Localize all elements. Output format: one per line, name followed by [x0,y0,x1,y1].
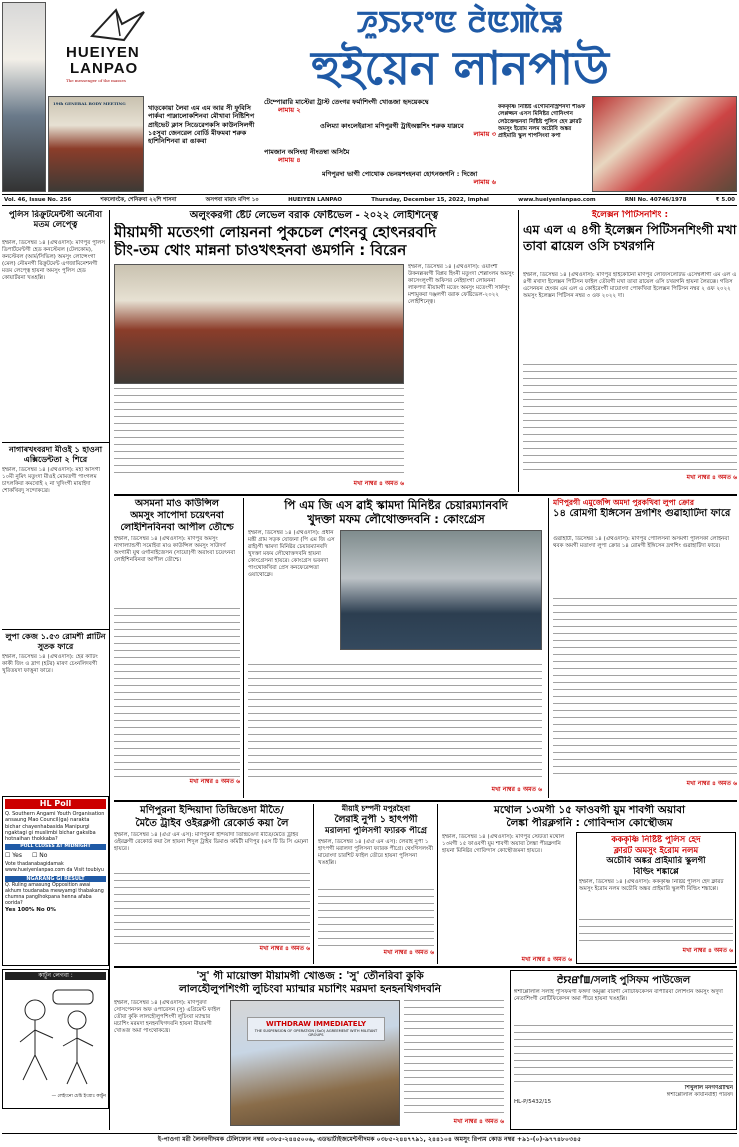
emergency-text: গুৱাহাটী, ডিসেম্বর ১৪ (ঐথওদাস): মণিপুর পোলিসনা অসমগী পুলিসকা লোইনবা থবক অমগী মতাংদা লুপা ক্রোর ১৪ রোমগী ইঙ্গিসেন দ্রগশিং গুৱাহাটিদা ফারে। [553,536,729,549]
teaser-2-text: টেম্পোরারি মাস্টেরা ট্রাস্ট তেংগর ফর্মাশিংগী খোঙজা হৃদয়েকদ্বে [264,98,429,106]
paper-name: HUEIYEN LANPAO [288,196,343,203]
masthead-photo-left [2,2,46,192]
left-column [2,210,110,1130]
emergency-text-lines [553,598,737,780]
divider [2,629,109,630]
divider [114,800,737,802]
poll-question: Q. Southern Angami Youth Organisation ansaung Mao Council(ga) narakta bichar chayenhabasida Manipurgi ngaktagi gi muslimbi bichar gaksiba hotnaihan thokkaba? [5,811,105,843]
logo-text-lanpao: LANPAO [70,60,139,77]
police-headline-2[interactable]: ক্লারট অমসুং ইরোম নলম [613,845,699,856]
logo-text-hueiyen: HUEIYEN [66,44,140,61]
left-story-3-text: ইম্ফাল, ডিসেম্বর ১৪ (ঐথওদাস): হের কাটিং কাকী জিং ও দ্রাগ (হটর) মাৰণ চেংনলিদবগী খুরিতয়দা ফাত্তুনা ফারে। [2,654,98,674]
kuki-headline-1[interactable]: 'সু' গী মায়োক্তা মীয়ামগী খোঙজ : 'সু' তৌনরিবা কুকি [196,970,424,982]
police-headline-1[interactable]: কককৃষ্ণি নিষ্টিষ্ট পুলিস হেদ [611,835,701,845]
mao-headline-3[interactable]: লোইশিনবিনবা আপীল তৌশ্চে [120,522,234,533]
main-story [114,210,514,492]
cartoon [2,969,109,1109]
election-text-lines [523,364,737,474]
notice-title: ꯂꯥꯌꯔꯤꯡ/সলাই পুসিফম পাউজেল [556,975,691,986]
teaser-photo-right [592,96,737,192]
cartoon-credit: — লেইংনো চেচি ইংগ্রাঃ কার্টুন [51,1094,106,1099]
chuchan-text: ইম্ফাল, ডিসেম্বর ১৪ (ঐঐ এন এস): লৈরাই নুপী ১ হাৎপগী মরালদা পুলিসনা ফ্যারক পীগ্রে। থেংগিসলংবী মায়োংদা চারশিট ফাইল তৌরে হায়না পুলিসনা খঙহল্লি। [318,839,434,866]
meitei-headline-2[interactable]: মৈতৈ ট্রাইব ওইরক্লগী রেকোর্ড কয়া লৈ [135,818,289,829]
date-local: শকলোংকৈ, শেনিরুবা ২২শি শাসনা [100,196,177,203]
chuchan-continued[interactable]: মখা নাম্বর ৪ অমত ৬ [383,949,434,956]
chuchan-text-lines [318,889,434,949]
poll-closes: POLL CLOSES AT MIDNIGHT [5,844,106,850]
pmgsy-story [248,498,544,798]
main-story-continued[interactable]: মখা নাম্বর ৪ অমত ৬ [353,480,404,487]
poll-option-no-label: No [39,852,48,860]
pmgsy-headline-1[interactable]: পি এম জি এস ৱাই স্কামদা মিনিষ্টর চেয়ারম্যানবদি [284,498,508,512]
police-headline-4[interactable]: বিল্ডিং শঙ্কাপ্পে [633,866,679,877]
main-story-kicker: অলুংকরগী ষ্টেট লেভেল বরাক ফেষ্টিভেল - ২০২২ লোইশিন্ত্বে [189,210,439,221]
chuchan-story [318,804,438,964]
police-story [576,832,736,964]
protest-banner-text: WITHDRAW IMMEDIATELY [265,1020,367,1028]
mao-text: ইম্ফাল, ডিসেম্বর ১৪ (ঐথওদাস): মণিপুর অমসুং নাগাল্যান্ডগী সমোইবা মাও কাউন্সিল অমসুং সাউদর্ণ অংগামী য়ুথ ওর্গানাইজেসন (সায়ো)গী অরাংবা চয়েৎনবা লোইশিনবিনবা আপীল তৌশ্চে। [114,536,235,563]
meitei-continued[interactable]: মখা নাম্বর ৪ অমত ৬ [259,945,310,952]
notice-sign-1: শিখুলাল মনগণগ্রাম্মিন [684,1085,733,1091]
lenka-continued[interactable]: মখা নাম্বর ৪ অমত ৬ [521,956,572,963]
police-headline-3[interactable]: অচৌবি অঙ্কর প্রাইমারি স্কুলগী [606,856,706,866]
left-story-1-text: ইম্ফাল, ডিসেম্বর ১৪ (ঐথওদাস): মণিপুর পুলিস ডিপার্টমেন্টগী হেড কনস্টেবল (টেলকোম), কনস্টেবল (আর্ম/সিভিল) অমসুং লোন্সেংগা (মেল) নৌমনগী রিক্রুটমেন্ট এগজামিনেশনগী মতম লেপ্ত্বে হায়না অমসুং পুলিস হেড কোয়ার্টরনা খঙহল্লি। [2,240,106,281]
meitei-headline-1[interactable]: মণিপুরনা ইন্দিয়াদা তিন্দ্রিঙেদা মীতৈ/ [140,805,284,816]
notice [510,970,737,1130]
chuchan-headline-2[interactable]: মরালদা পুলিসগী ফ্যারক পীগ্রে [325,826,427,836]
logo-bird-icon [90,6,146,44]
divider [2,442,109,443]
kuki-text-lines [404,1000,504,1116]
poll-title: HL Poll [5,799,106,809]
teaser-3-page: লামায় ৩ [473,130,496,138]
kuki-story [114,970,506,1130]
lenka-headline-2[interactable]: লৈঙ্কা পীরক্লগনি : গোবিন্দাস কোস্থৌজম [506,817,673,829]
date: Thursday, December 15, 2022, Imphal [371,196,489,203]
price-local: অসপবা মায়াং মণিপ ১০ [205,196,259,203]
masthead-title: হুইয়েন লানপাউ [311,41,609,95]
press-conference-photo [340,530,542,650]
left-story-2-text: ইম্ফাল, ডিসেম্বর ১৪ (ঐথওদাস): মহা অসিগী ১০মী নুমিৎ মতুংদা মীওই মোমতগী পাংগলম চাৎলকিবা কমখোই ২ না খুদিংগী মায়াইদা শোকখিবদু সন্দোকখ্রে। [2,467,100,494]
emergency-kicker: মণিপুরগী এমুর্জেন্সি অমদা পুরকখিবা লুপা ক্রোর [553,498,694,507]
kuki-text: ইম্ফাল, ডিসেম্বর ১৪ (ঐথওদাস): মণিপুরদা সোসপেনসন অফ ওপারেসন (সু) এগ্রিমেন্ট ফাইল তৌবা কুকি লালহৌলুপশিংগী লুচিংবা ম্যান্মার মচাশিং মরমদা হনহনখিগদবনি হায়না মীয়ামগী খোঙজ অমা পাংথোকখ্রে। [114,1000,221,1034]
result-values: Yes 100% No 0% [5,906,56,913]
police-text: ইম্ফাল, ডিসেম্বর ১৪ (ঐথওদাস): কককৃষ্ণি নিষ্টিষ্ট পুলিস হেদ ক্লারট অমসুং ইরোম নলম অচৌবি অঙ্কর প্রাইমারি স্কুলগী বিল্ডিং শঙ্কাপ্পে। [579,879,724,892]
lenka-story [442,804,737,964]
teaser-4-page: লামায় ৪ [278,156,301,164]
footer: ই-পাওগা মরী লৈনবগীদমক টেলিফোন নম্বর ০৩৮৫-২৪৪৫০০৬, এডভার্টাইজমেন্টগীদমক ০৩৮৫-২৪৪৭৭৯১, ২৪৪১০৪ অমসুং রিপ্যম কোড নম্বর +৯১-(০)-৯৭৭৪৮০৩৪৫ [2,1133,737,1145]
teaser-3-text: ওলিম্যা কাংলেইরাসা মণিপুরগী ট্রাইঅল্পশিং শরুক যাম্লবে [320,122,464,130]
mao-story [114,498,244,798]
masthead-script-title: ꯍꯨꯏꯌꯦꯟ ꯂꯥꯟꯄꯥꯎ [356,5,564,40]
result-question: Q. Ruling amasung Opposition awai akhum toudanaba mewyamgi thabakang chumna panglhokpana henna afaba oorida? [5,882,104,906]
police-continued[interactable]: মখা নাম্বর ৪ অমত ৬ [682,947,733,954]
lenka-text: ইম্ফাল, ডিসেম্বর ১৪ (ঐথওদাস): মণিপুর স্টেটতা মথোল ১৩মগী ১৫ ফাওবগী য়ুম শাবগী অয়াবা লৈঙ্কা পীরক্লগনি হায়না মিনিষ্টর গোবিন্দাস কোস্থৌজমনা হায়রে। [442,834,565,854]
emergency-continued[interactable]: মখা নাম্বর ৪ অমত ৬ [686,780,737,787]
notice-text: ঈশাপ্পোলাল সলাই পুসিফমগী ফঙ্গদা অমুক্কা বারগী নোটিফিকেসন বাপীরিবা লৈশিংনি অমসুং অদুদা নেতাশিংগী নোটিফিকেসন অমা পীরে হায়না খঙহল্লি। [514,989,723,1002]
teaser-6[interactable]: কককৃষ্ণি নিষ্টিষ্ট এগেমিনিস্ট্রিশনদা শীঙফ লেপ্পজ্জন এসস মিনিষ্টর গোনিংগন লেঠক্তেন্তনবা নিষ্টিষ্ট পুলিস হেদ ক্লারট অমসুং ইরোম নলম অচৌবি অঙ্কর প্রাইমারি স্কুল শাপসিংবা কপা [498,104,586,140]
volume: Vol. 46, Issue No. 256 [4,196,72,203]
notice-text-lines [514,1025,733,1085]
main-story-text: ইম্ফাল, ডিসেম্বর ১৪ (ঐথওদাস): ওয়াংশী উকনল্লব্বগী বিপ্লব হিংনী মতুংদা শেল্লাংলম অমসুং কাসেংলুংগী অফিসর নেইহাংগা লোয়ননা লাকপদা মীয়ামগী মতেং অমসুং মতেংগী সার্কসুং মশামুকবা দঞ্জলগী বরাক ফেষ্টিভেল-২০২২ লোইশিন্ত্বে। [408,264,514,305]
election-text: ইম্ফাল, ডিসেম্বর ১৪ (ঐথওদাস): মণিপুর হাইকোর্টনা মণিপুর লেজিসলেটিভ এসেম্বলীগী এম এল এ ৪গী মখাদা ইলেক্সন পিটিসন ফাইল তৌবগী মখা তাবা ৱায়েল ওসি চখরগনি হায়না লৈরক্কে। গতিস এসেনয়ন হেংবম এম এল এ কোইরেংগী মায়োংদা পোকখিবা ইলেক্সন পিটিসন নম্বর ২ ওফ ২০২২ অমসুং ইলেক্সন পিটিসন নম্বর ৩ ওফ ২০২২ দা। [523,272,737,299]
logo [48,2,188,92]
teaser-2-page: লামায় ২ [278,106,301,114]
teaser-3[interactable] [320,122,496,144]
main-story-headline-2[interactable]: চীং-তম থোং মান্ননা চাওখৎহনবা ঙমগনি : বিরেন [114,241,407,259]
meitei-text: ইম্ফাল, ডিসেম্বর ১৪ (ঐঐ এন এস): মণিপুরনা ইন্দিয়াদা তিন্দ্রিঙেদা মীতৈ/মৈতৈ ট্রাইব ওইরক্লগী রেকোর্ড কয়া লৈ হায়না শিদুল ট্রাইব ডিমাণ্ড কমিটী মণিপুর (এস টি ডি সি এম)না হায়রে। [114,832,309,852]
emergency-story [548,498,737,798]
cartoon-title: কার্টুন লেগবা : [5,972,106,980]
lenka-headline-1[interactable]: মথোল ১৩মগী ১৫ ফাওবগী য়ুম শাবগী অয়াবা [493,804,686,816]
election-story [518,210,737,492]
kuki-continued[interactable]: মখা নাম্বর ৪ অমত ৬ [453,1118,504,1125]
chuchan-headline-1[interactable]: লৈরাই নুপী ১ হাৎপগী [334,814,418,825]
election-kicker: ইলেক্সন পিটিসনশিং : [591,210,669,220]
left-story-3-headline[interactable]: লুপা কেজ ১.৫৩ রোমশী প্লাটিন সুতক ফারে [5,632,106,651]
cartoon-drawing-icon [5,980,105,1092]
notice-sign-2: ঈশাপ্পোলাল কাৰ্যনির্বাহী পরিষদ [666,1092,733,1098]
notice-code: HL-P/5432/15 [514,1099,552,1105]
poll-option-yes[interactable]: ☐ Yes [5,852,22,860]
price: ₹ 5.00 [715,196,735,203]
meitei-text-lines [114,873,310,945]
pmgsy-text: ইম্ফাল, ডিসেম্বর ১৪ (ঐথওদাস): প্রধান মন্ত্রী গ্রাম সড়ক যোজনা (পি এম জি এস ৱাই)গী স্কামদা মিনিষ্টর চেয়ারম্যানবদি খুদক্তা মফম লৌথোক্তদবনি হায়না কোংগ্রেসনা হায়রে। কোংগ্রেস ভবনদা পাংথোকখিবা প্রেস কনফেরেন্সতা ওয়াথোক্লে। [248,530,335,578]
teaser-5-page: লামায় ৬ [473,178,496,186]
election-headline[interactable]: এম এল এ ৪গী ইলেক্সন পিটিসনশিংগী মখা তাবা ৱায়েল ওসি চখরগনি [523,222,737,253]
teaser-4[interactable] [264,148,496,168]
protest-banner [247,1017,385,1041]
pmgsy-headline-2[interactable]: খুদক্তা মফম লৌথোক্তদবনি : কোংগ্রেস [307,512,485,526]
mao-headline-1[interactable]: অসমনা মাও কাউন্সিল [135,498,219,509]
chuchan-kicker: মীয়াই চম্পনী মপুরহৈবা [341,804,411,813]
meeting-photo [48,96,144,192]
poll-option-no[interactable]: ☐ No [31,852,48,860]
barak-festival-photo [114,264,404,384]
left-story-2-headline[interactable]: নাগাৰখংবরদা মীওই ১ হাওনা এক্সিডেন্টতা ২ শিরে [8,445,103,464]
teaser-4-text: পামজান অসিংহা নীংতম্বা অসিমৈ [264,148,350,156]
rni-number: RNI No. 40746/1978 [624,196,687,203]
poll-vote-text[interactable]: Vote thadanabagidamak www.hueiyenlanpao.com da Visit toubiyu [5,861,104,873]
election-continued[interactable]: মখা নাম্বর ৪ অমত ৬ [686,474,737,481]
mao-text-lines [114,608,240,778]
result-title: NGARANG GI RESULT [5,876,106,882]
website-link[interactable]: www.hueiyenlanpao.com [518,196,596,203]
protest-photo [230,1000,400,1126]
main-story-headline-1[interactable]: মীয়ামগী মতেংগা লোয়ননা পুকচেল শেংনবু হোৎনরবদি [114,223,437,241]
mao-headline-2[interactable]: অমসুং সাপোদা চয়েৎনবা [130,510,224,521]
poll-option-yes-label: Yes [12,852,22,860]
pmgsy-continued[interactable]: মখা নাম্বর ৪ অমত ৬ [491,786,542,793]
info-bar [2,194,737,206]
main-story-text-lines [114,388,404,478]
divider [114,494,737,496]
teaser-5-text: মণিপুরদা ভাগী পোথোক ভেনয়শংহনবা হোৎনজগনি : দিজো [322,170,478,178]
meitei-story [114,804,314,964]
divider [114,966,737,968]
meeting-banner: 19th GENERAL BODY MEETING [53,101,126,106]
teaser-2[interactable] [264,98,496,120]
teaser-5[interactable] [322,170,496,192]
emergency-headline[interactable]: ১৪ রোমগী ইঙ্গিসেন দ্রগশিং গুৱাহাটিদা ফারে [553,508,731,519]
logo-tagline: The messenger of the masses [66,78,126,83]
protest-banner-sub: THE SUSPENSION OF OPERATION (SoO) AGREEMENT WITH MILITANT GROUPS [254,1028,378,1038]
police-text-lines [579,919,733,947]
kuki-headline-2[interactable]: লালহৌলুপশিংগী লুচিংবা ম্যান্মার মচাশিং মরমদা হনহনখিগদবনি [178,983,442,995]
hl-poll[interactable] [2,796,109,966]
mao-continued[interactable]: মখা নাম্বর ৪ অমত ৬ [189,778,240,785]
teaser-1[interactable]: খাড়কোয়া লৈবা এম এম আর সী ফুবিসি পার্কবা পাম্লালোকশিনবা মৌখাবা নিষ্টিশিপ প্রাইভেট ক্লাস সিডেরেপকসি কাউনসিলগী ১৫সুবা জেনরেল বোর্ডি মীফমবা শরুক হাশিনিশিনবা রা ঙাকবা [148,104,255,146]
pmgsy-text-lines [248,664,542,782]
left-story-1-headline[interactable]: পুলিস রিক্রুটমেন্টগী অনৌবা মতম লেপ্ত্বে [8,210,103,230]
